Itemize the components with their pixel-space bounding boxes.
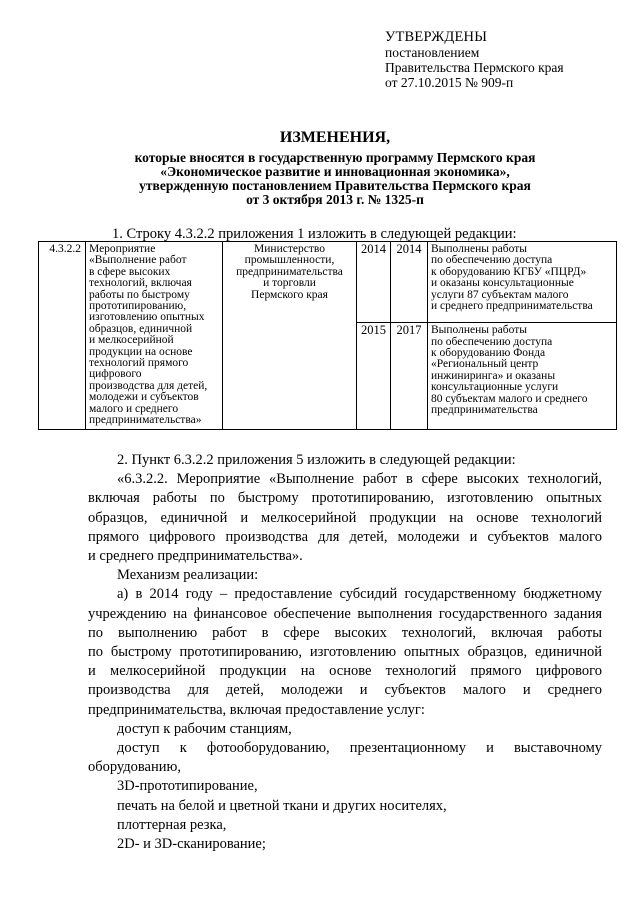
row-code: 4.3.2.2 bbox=[39, 242, 86, 430]
result-line: и оказаны консультационные bbox=[431, 277, 574, 290]
activity-line: «Выполнение работ bbox=[89, 254, 187, 267]
approval-stamp bbox=[385, 30, 564, 90]
service-item: оборудованию, bbox=[88, 759, 181, 776]
result-line: по обеспечению доступа bbox=[431, 254, 553, 267]
result-line: предпринимательства bbox=[431, 403, 538, 416]
activity-line: и мелкосерийной bbox=[89, 334, 174, 347]
year-from: 2015 bbox=[357, 323, 391, 429]
result-line: инжиниринга» и оказаны bbox=[431, 369, 556, 382]
activity-line: прототипированию, bbox=[89, 300, 187, 313]
result-line: консультационные услуги bbox=[431, 381, 559, 394]
service-item: плоттерная резка, bbox=[117, 816, 227, 833]
result-cell bbox=[428, 323, 617, 429]
activity-line: технологий прямого bbox=[89, 357, 189, 370]
organization-cell bbox=[223, 242, 357, 430]
approved-title: УТВЕРЖДЕНЫ bbox=[385, 29, 488, 45]
activity-cell bbox=[86, 242, 223, 430]
service-item: 3D-прототипирование, bbox=[117, 778, 258, 795]
activity-line: предпринимательства» bbox=[89, 414, 202, 427]
result-line: Выполнены работы bbox=[431, 324, 527, 337]
service-item: доступ к фотооборудованию, презентационному и выставочному bbox=[117, 740, 602, 757]
result-line: к оборудованию Фонда bbox=[431, 346, 546, 359]
activity-line: молодежи и субъектов bbox=[89, 391, 199, 404]
activity-line: цифрового bbox=[89, 368, 142, 381]
changes-table bbox=[38, 241, 617, 430]
organization-line: промышленности, bbox=[244, 254, 335, 267]
quote-line: включая работы по быстрому прототипированию, изготовлению опытных bbox=[88, 490, 602, 507]
document-body bbox=[88, 451, 602, 854]
service-item: 2D- и 3D-сканирование; bbox=[117, 836, 266, 853]
item-a-line: производства для детей, молодежи и субъектов малого и среднего bbox=[88, 682, 602, 699]
activity-line: Мероприятие bbox=[89, 243, 156, 255]
paragraph-2: 2. Пункт 6.3.2.2 приложения 5 изложить в следующей редакции: bbox=[117, 452, 516, 468]
quote-line: «6.3.2.2. Мероприятие «Выполнение работ в сфере высоких технологий, bbox=[117, 471, 602, 488]
organization-line: и торговли bbox=[263, 277, 316, 290]
item-a-line: а) в 2014 году – предоставление субсидий государственному бюджетному bbox=[117, 586, 602, 603]
organization-line: Министерство bbox=[254, 243, 325, 255]
activity-line: образцов, единичной bbox=[89, 322, 193, 335]
activity-line: изготовлению опытных bbox=[89, 311, 205, 324]
activity-line: продукции на основе bbox=[89, 345, 193, 358]
organization-line: Пермского края bbox=[251, 288, 328, 301]
document-heading bbox=[40, 128, 630, 207]
paragraph-1: 1. Строку 4.3.2.2 приложения 1 изложить в следующей редакции: bbox=[112, 226, 517, 242]
item-a-line: учреждению на финансовое обеспечение выполнения государственного задания bbox=[88, 605, 602, 622]
heading-line: от 3 октября 2013 г. № 1325-п bbox=[246, 192, 424, 207]
item-a-line: по быстрому прототипированию, изготовлению опытных образцов, единичной bbox=[88, 644, 602, 661]
result-line: услуги 87 субъектам малого bbox=[431, 288, 569, 301]
year-to: 2014 bbox=[391, 242, 428, 323]
table-row bbox=[39, 242, 617, 323]
item-a-line: и мелкосерийной продукции на основе технологий прямого цифрового bbox=[88, 663, 602, 680]
service-item: печать на белой и цветной ткани и других носителях, bbox=[117, 797, 447, 814]
activity-line: работы по быстрому bbox=[89, 288, 190, 301]
result-line: Выполнены работы bbox=[431, 243, 527, 255]
approved-line: Правительства Пермского края bbox=[385, 60, 564, 75]
heading-line: утвержденную постановлением Правительства Пермского края bbox=[139, 178, 531, 193]
activity-line: в сфере высоких bbox=[89, 265, 171, 278]
heading-title: ИЗМЕНЕНИЯ, bbox=[279, 129, 391, 146]
organization-line: предпринимательства bbox=[236, 265, 343, 278]
service-item: доступ к рабочим станциям, bbox=[117, 720, 292, 737]
heading-line: «Экономическое развитие и инновационная экономика», bbox=[160, 164, 510, 179]
result-line: и среднего предпринимательства bbox=[431, 300, 593, 313]
quote-line: образцов, единичной и мелкосерийной продукции на основе технологий bbox=[88, 509, 602, 526]
result-line: «Региональный центр bbox=[431, 358, 539, 371]
year-to: 2017 bbox=[391, 323, 428, 429]
heading-line: которые вносятся в государственную программу Пермского края bbox=[134, 150, 536, 165]
approved-line: постановлением bbox=[385, 45, 480, 60]
result-line: по обеспечению доступа bbox=[431, 335, 553, 348]
mechanism-heading: Механизм реализации: bbox=[117, 567, 259, 584]
activity-line: малого и среднего bbox=[89, 402, 179, 415]
quote-line: и среднего предпринимательства». bbox=[88, 548, 303, 565]
approved-line: от 27.10.2015 № 909-п bbox=[385, 75, 514, 90]
result-line: 80 субъектам малого и среднего bbox=[431, 392, 588, 405]
result-cell bbox=[428, 242, 617, 323]
activity-line: технологий, включая bbox=[89, 277, 192, 290]
activity-line: производства для детей, bbox=[89, 379, 208, 392]
result-line: к оборудованию КГБУ «ПЦРД» bbox=[431, 265, 587, 278]
item-a-line: по выполнению работ в сфере высоких технологий, включая работы bbox=[88, 624, 602, 641]
quote-line: прямого цифрового производства для детей, молодежи и субъектов малого bbox=[88, 528, 602, 545]
year-from: 2014 bbox=[357, 242, 391, 323]
item-a-line: предпринимательства, включая предоставление услуг: bbox=[88, 701, 425, 718]
